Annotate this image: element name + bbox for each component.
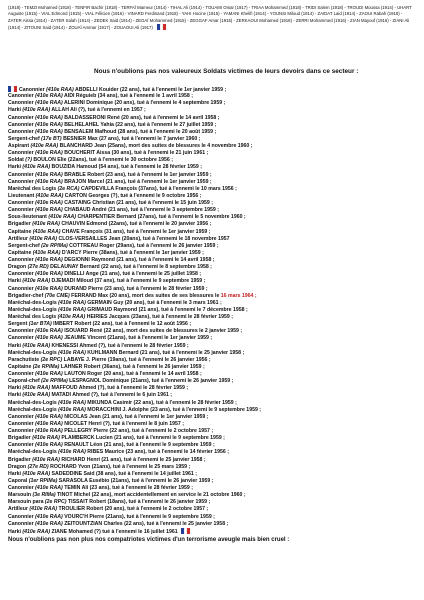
list-item xyxy=(8,328,416,335)
list-item xyxy=(8,221,416,228)
soldier-grade: Maréchal-des-Logis xyxy=(8,306,59,313)
soldier-grade: Dragon xyxy=(8,463,28,470)
soldier-unit: (410e RAA) xyxy=(58,449,86,456)
soldier-details: DJEMADI Miloud (37 ans), tué à l'ennemi le 9 septembre 1959 ; xyxy=(50,278,206,285)
soldier-unit: (410e RAA) xyxy=(30,143,59,149)
list-item xyxy=(8,264,416,271)
soldier-grade: Canonnier xyxy=(8,285,36,292)
soldier-details: TISSAIT Robert (18ans), tué à l'ennemi le 26 janvier 1959 ; xyxy=(66,499,211,506)
soldier-details: ZEITOUNTZIAN Charles (22 ans), tué à l'ennemi le 25 janvier 1958 ; xyxy=(62,520,229,527)
soldier-grade: Artilleur xyxy=(8,506,30,513)
soldier-unit: (410e RAA) xyxy=(22,470,51,477)
soldier-grade: Capitaine xyxy=(8,228,33,235)
list-item xyxy=(8,357,416,364)
soldier-details: VOURC'H Pierre (21ans), tué à l'ennemi le 9 septembre 1959 ; xyxy=(62,513,215,520)
french-flag-icon xyxy=(157,24,166,30)
soldier-details: MIKUNDA Casimir (22 ans), tué à l'ennemi le 28 février 1959 ; xyxy=(85,399,237,406)
footer-text: Nous n'oublions pas non plus nos compatriotes victimes d'un terrorisme aveugle mais bien cruel : xyxy=(8,536,290,543)
soldier-details: ISOUARD René (22 ans), mort des suites de blessures le 2 janvier 1959 ; xyxy=(62,328,243,335)
soldier-details: DURAND Pierre (23 ans), tué à l'ennemi le 28 février 1959 ; xyxy=(62,285,208,292)
list-item xyxy=(8,236,416,243)
soldier-grade: Canonnier xyxy=(8,93,36,100)
soldier-unit: (410e RAA) xyxy=(22,164,51,171)
soldier-grade: Canonnier xyxy=(8,413,36,420)
soldier-details: DELAUNAY Bernard (22 ans), tué à l'ennemi le 8 septembre 1958 ; xyxy=(48,264,212,271)
soldier-details: MATADI Ahmed (?), tué à l'ennemi le 6 juin 1961 ; xyxy=(50,392,173,399)
list-item xyxy=(8,407,416,414)
soldier-unit: (410e RAA) xyxy=(35,192,64,199)
soldier-details: TINOT Michel (22 ans), mort accidentellement en service le 21 octobre 1960 ; xyxy=(55,492,246,499)
soldier-grade: Canonnier xyxy=(8,257,36,263)
soldier-details: GRIMAUD Raymond (21 ans), tué à l'ennemi le 7 décembre 1958 ; xyxy=(85,306,248,313)
soldier-details: MAFFOUD Ahmed (?), tué à l'ennemi le 28 février 1959 ; xyxy=(50,385,189,392)
soldier-grade: Sergent xyxy=(8,321,29,328)
soldier-grade: Harki xyxy=(8,470,23,477)
soldier-grade: Maréchal-des-Logis xyxy=(8,406,59,413)
soldier-unit: (410e RAA) xyxy=(35,121,63,128)
list-item xyxy=(8,300,416,307)
soldier-unit: (410e RAA) xyxy=(58,306,86,313)
soldier-details: SADEDDINE Said (38 ans), tué à l'ennemi le 14 juillet 1961 ; xyxy=(50,470,197,477)
list-item xyxy=(8,350,416,357)
soldier-unit: (2e RPIMa) xyxy=(41,378,68,385)
soldier-details: BOUCHERIT Aissa (30 ans), tué à l'ennemi le 21 juin 1961 ; xyxy=(62,150,209,157)
list-item xyxy=(8,506,416,513)
soldier-unit: (410e RAA) xyxy=(35,513,63,520)
soldier-grade: Brigadier xyxy=(8,221,33,228)
list-item xyxy=(8,278,416,285)
soldier-details: D'ARCY Pierre (38ans), tué à l'ennemi le 1er janvier 1959 ; xyxy=(60,249,204,256)
soldier-unit: (410e RAA) xyxy=(35,285,63,292)
soldier-details: TROULIER Robert (20 ans), tué à l'ennemi le 2 octobre 1957 ; xyxy=(57,506,209,513)
soldier-grade: Dragon xyxy=(8,264,28,271)
soldier-unit: (410e RAA) xyxy=(35,485,63,491)
soldier-unit: (70e CME) xyxy=(44,292,70,299)
soldier-details: LESPAGNOL Dominique (21ans), tué à l'ennemi le 26 janvier 1959 ; xyxy=(67,378,234,385)
list-item xyxy=(8,457,416,464)
soldier-grade: Parachutiste xyxy=(8,356,41,363)
soldier-grade: Harki xyxy=(8,107,23,114)
soldier-grade: Harki xyxy=(8,278,23,285)
list-item xyxy=(8,172,416,179)
soldier-grade: Marsouin para xyxy=(8,499,45,506)
soldier-grade: Capitaine xyxy=(8,249,33,256)
list-item xyxy=(8,449,416,456)
soldier-details: SARASOLA Eusébio (21ans), tué à l'ennemi le 26 janvier 1959 ; xyxy=(57,477,214,484)
soldier-details: BENSALEM Mafhoud (28 ans), tué à l'ennemi le 20 août 1959 ; xyxy=(62,128,217,135)
list-item xyxy=(8,257,416,264)
soldier-unit: (410e RAA) xyxy=(58,399,86,406)
soldier-unit: (410e RAA) xyxy=(22,342,51,349)
soldier-unit: (410e RAA) xyxy=(57,314,86,320)
soldier-unit: (410e RAA) xyxy=(35,420,63,427)
soldier-details: CLOS-VERSAILLES Jean (20ans), tué à l'ennemi le 18 novembre 1957 xyxy=(57,235,230,242)
list-item xyxy=(8,499,416,506)
soldier-unit: (410e RAA) xyxy=(35,114,63,121)
soldier-grade: Canonnier xyxy=(8,513,36,520)
soldier-unit: (410e RAA) xyxy=(35,428,63,434)
list-item xyxy=(8,193,416,200)
soldier-unit: (410e RAA) xyxy=(58,406,86,413)
soldier-details: AÏDI Réguieb (34 ans), tué à l'ennemi le 1 avril 1958 ; xyxy=(62,93,193,100)
soldier-details: RICHARD Henri (21 ans), tué à l'ennemi le 25 janvier 1958 ; xyxy=(59,456,206,463)
soldier-details: CASTAING Christian (21 ans), tué à l'ennemi le 15 juin 1959 ; xyxy=(62,200,213,206)
list-item xyxy=(8,229,416,236)
soldier-details: MORACCHINI J. Adolphe (23 ans), tué à l'ennemi le 9 septembre 1959 ; xyxy=(85,406,262,413)
soldier-unit: (410e RAA) xyxy=(58,349,86,356)
soldier-unit: (410e RAA) xyxy=(22,107,51,114)
section-heading: Nous n'oublions pas nos valeureux Soldats victimes de leurs devoirs dans ce secteur : xyxy=(94,68,359,75)
soldier-list xyxy=(8,86,416,535)
soldier-details: ALLAH Ali (?), tué à l'ennemi en 1957 ; xyxy=(50,107,146,114)
list-item xyxy=(8,271,416,278)
list-item xyxy=(8,122,416,129)
top-names-paragraph xyxy=(8,5,416,55)
soldier-grade: Canonnier xyxy=(8,200,36,206)
soldier-unit: (410e RAA) xyxy=(35,178,63,185)
list-item xyxy=(8,186,416,193)
soldier-grade: Canonnier xyxy=(8,428,36,434)
soldier-grade: Maréchal-des-Logis xyxy=(8,399,59,406)
soldier-grade: Sergent-chef xyxy=(8,135,42,142)
list-item xyxy=(8,335,416,342)
soldier-unit: (2e RPC) xyxy=(40,356,63,363)
soldier-unit: (410e RAA) xyxy=(35,328,63,335)
soldier-grade: Maréchal des Logis xyxy=(8,314,58,320)
soldier-grade: Harki xyxy=(8,342,23,349)
soldier-details: BOUZIDA Hamoud (54 ans), tué à l'ennemi le 28 février 1959 ; xyxy=(50,164,202,171)
soldier-grade: Sous-lieutenant xyxy=(8,214,49,221)
soldier-unit: (410e RAA) xyxy=(22,385,51,392)
soldier-details: CHARPENTIER Bernard (27ans), tué à l'ennemi le 5 novembre 1960 ; xyxy=(76,214,246,221)
soldier-unit: (410e RAA) xyxy=(35,335,63,342)
soldier-unit: (410e RAA) xyxy=(35,150,63,157)
soldier-details: ROCHARD Yvon (21ans), tué à l'ennemi le 25 mars 1959 ; xyxy=(48,463,191,470)
list-item xyxy=(8,107,416,114)
list-item xyxy=(8,314,416,321)
soldier-details: ZIANE Mohamed (?) tué à l'ennemi le 16 juillet 1961 xyxy=(50,528,178,535)
soldier-grade: Canonnier xyxy=(8,121,36,128)
soldier-grade: Capitaine xyxy=(8,363,33,370)
soldier-unit: (27e RD) xyxy=(27,264,49,271)
soldier-details: BELHELAHEL Yahia (22 ans), tué à l'ennemi le 27 juillet 1959 ; xyxy=(62,121,217,128)
soldier-unit: (27e RD) xyxy=(27,463,49,470)
soldier-details: HEIRIES Jacques (23ans), tué à l'ennemi le 28 février 1959 ; xyxy=(85,314,233,320)
soldier-grade: Maréchal-des-Logis xyxy=(8,449,59,456)
list-item xyxy=(8,478,416,485)
soldier-unit: (410e RAA) xyxy=(35,442,63,449)
soldier-grade: Canonnier xyxy=(8,335,36,342)
soldier-unit: (410e RAA) xyxy=(35,271,63,278)
list-item xyxy=(8,421,416,428)
soldier-grade: Canonnier xyxy=(8,520,36,527)
soldier-details: CARTON Georges (?), tué à l'ennemi le 9 octobre 1956 ; xyxy=(63,192,202,199)
list-item xyxy=(8,400,416,407)
soldier-details: KHENESSI Ahmed (?), tué à l'ennemi le 28 février 1959 ; xyxy=(50,342,189,349)
soldier-details: ABDELLI Kouider (22 ans), tué à l'ennemi le 1er janvier 1959 ; xyxy=(73,87,227,93)
soldier-unit: (2e RPIMa) xyxy=(41,242,68,249)
soldier-details: LAHNER Robert (36ans), tué à l'ennemi le 26 janvier 1959 ; xyxy=(59,363,205,370)
list-item xyxy=(8,385,416,392)
soldier-unit: (410e RAA) xyxy=(35,207,63,214)
soldier-unit: (410e RAA) xyxy=(22,278,51,285)
soldier-unit: (3e RIMa) xyxy=(32,492,56,499)
soldier-grade: Harki xyxy=(8,392,23,399)
soldier-unit: (410e RAA) xyxy=(35,93,63,100)
list-item xyxy=(8,521,416,528)
soldier-unit: (410e RAA) xyxy=(32,435,60,442)
soldier-grade: Maréchal-des-Logis xyxy=(8,299,59,306)
list-item xyxy=(8,514,416,521)
soldier-details: CAPDEVILLA François (37ans), tué à l'ennemi le 10 mars 1956 ; xyxy=(79,185,237,192)
soldier-grade: Marsouin xyxy=(8,492,33,499)
soldier-unit: (410e RAA) xyxy=(32,249,61,256)
top-names-text: (1918) - TEMZI Mohamed (1918) - TENFIR Bachir (1918) - TERFAÏ Mameur (1914) - TIHAL Ali (1914) - TOUAMI Omar (1917) - TRIAA Mohammed (1918) - TRIDI Salem (1918) - TROUDI Moussa (1914) - UHART Auguste (1915) - VIAL Edmond (1915) - VIAL Félicien (1916) - VINARD Ferdinand (1918) - YAHI Hocine (1915) - YAMANI Khelifi (1914) - YOUNSI Miloud (1914) - ZAIDAT Laid (1914) - ZAOUI Rabah (1918) - ZATER Aissa (1914) - ZATER Salah (1914) - ZEDEK Said (1914) - ZEGAÏ Mohammed (1915) - ZEGGAF Amar (1915) - ZERKAOUI Mohamed (1918) - ZERRI Mohammed (1916) - ZIAN Mayouf (1916) - ZIANI Ali (1914) - ZITOUNI Said (1914) - ZOUAÏ Ammar (1917) - ZOUAOUI Ali (1917) xyxy=(8,5,412,30)
soldier-unit: (2e RCA) xyxy=(57,185,80,192)
list-item xyxy=(8,392,416,399)
soldier-grade: Canonnier xyxy=(8,207,36,214)
soldier-unit: (410e RAA) xyxy=(29,235,58,242)
soldier-grade: Sergent-chef xyxy=(8,242,42,249)
soldier-grade: Brigadier xyxy=(8,456,33,463)
soldier-details: IMBERT Robert (22 ans), tué à l'ennemi le 12 août 1956 ; xyxy=(51,321,192,328)
list-item xyxy=(8,492,416,499)
list-item xyxy=(8,136,416,143)
soldier-grade: Canonnier xyxy=(8,442,36,449)
soldier-details: NICOLAS Jean (21 ans), tué à l'ennemi le 1er janvier 1959 ; xyxy=(62,413,209,420)
soldier-details: GERMAIN Guy (20 ans), tué à l'ennemi le 3 mars 1961 ; xyxy=(85,299,222,306)
soldier-grade: Canonnier xyxy=(8,420,36,427)
list-item xyxy=(8,143,416,150)
soldier-details: DEGIONNI Raymond (21 ans), tué à l'ennemi le 14 avril 1958 ; xyxy=(62,257,215,263)
soldier-grade: Caporal-chef xyxy=(8,378,42,385)
soldier-unit: (410e RAA) xyxy=(35,128,63,135)
soldier-grade: Harki xyxy=(8,528,23,535)
soldier-grade: Canonnier xyxy=(8,371,36,377)
soldier-unit: (410e RAA) xyxy=(35,200,63,206)
list-item xyxy=(8,100,416,107)
soldier-unit: (410e RAA) xyxy=(46,87,74,93)
soldier-unit: (2e RPIMa) xyxy=(32,363,60,370)
soldier-details: BLANCHARD Jean (25ans), mort des suites de blessures le 4 novembre 1960 ; xyxy=(58,143,253,149)
list-item xyxy=(8,321,416,328)
soldier-unit: (410e RAA) xyxy=(58,299,86,306)
soldier-unit: (410e RAA) xyxy=(32,221,60,228)
soldier-unit: (410e RAA) xyxy=(35,171,63,178)
soldier-grade: Soldat xyxy=(8,157,26,164)
soldier-details: CHAUVIN Edmond (22ans), tué à l'ennemi le 20 janvier 1956 ; xyxy=(59,221,212,228)
soldier-details: FERRAND Max (20 ans), mort des suites de ses blessures le xyxy=(69,292,221,299)
list-item xyxy=(8,364,416,371)
soldier-unit: (410e RAA) xyxy=(35,520,63,527)
soldier-details: PLAMBERCK Lucien (21 ans), tué à l'ennemi le 9 septembre 1959 ; xyxy=(59,435,225,442)
soldier-details: KUHLMANN Bernard (21 ans), tué à l'ennemi le 25 janvier 1958 ; xyxy=(85,349,245,356)
soldier-unit: (410e RAA) xyxy=(48,214,77,221)
soldier-grade: Canonnier xyxy=(8,128,36,135)
list-item xyxy=(8,214,416,221)
soldier-grade: Canonnier xyxy=(8,485,36,491)
soldier-details: BRAJON Marcel (21 ans), tué à l'ennemi le 1er janvier 1959 ; xyxy=(62,178,212,185)
soldier-grade: Harki xyxy=(8,385,23,392)
list-item xyxy=(8,115,416,122)
soldier-unit: (1er RPIMa) xyxy=(28,477,58,484)
soldier-grade: Canonnier xyxy=(8,271,36,278)
list-item xyxy=(8,371,416,378)
soldier-details: RENAULT Léon (21 ans), tué à l'ennemi le 9 septembre 1959 ; xyxy=(62,442,215,449)
soldier-details: COTTREAU Roger (29ans), tué à l'ennemi le 26 janvier 1959 ; xyxy=(67,242,219,249)
list-item xyxy=(8,435,416,442)
soldier-details: BRABLE Robert (23 ans), tué à l'ennemi le 1er janvier 1959 ; xyxy=(62,171,212,178)
soldier-grade: Artilleur xyxy=(8,235,30,242)
soldier-unit: (1er BTA) xyxy=(28,321,52,328)
list-item xyxy=(8,442,416,449)
list-item xyxy=(8,129,416,136)
soldier-grade: Canonnier xyxy=(8,328,36,335)
list-item xyxy=(8,86,416,93)
french-flag-icon xyxy=(181,528,190,534)
soldier-grade: Canonnier xyxy=(8,114,36,121)
soldier-unit: (410e RAA) xyxy=(22,392,51,399)
list-item xyxy=(8,207,416,214)
soldier-details: LABAYE J. Pierre (19ans), tué à l'ennemi le 26 janvier 1956 ; xyxy=(62,356,211,363)
soldier-grade: Maréchal des Logis xyxy=(8,185,58,192)
list-item xyxy=(8,528,416,535)
highlighted-date: 16 mars 1964 ; xyxy=(220,292,257,299)
soldier-details: BESNIER Max (27 ans), tué à l'ennemi le 7 janvier 1960 ; xyxy=(61,135,201,142)
soldier-grade: Canonnier xyxy=(8,178,36,185)
list-item xyxy=(8,243,416,250)
list-item xyxy=(8,378,416,385)
soldier-unit: (17e BT) xyxy=(41,135,62,142)
list-item xyxy=(8,343,416,350)
list-item xyxy=(8,464,416,471)
list-item xyxy=(8,286,416,293)
soldier-unit: (410e RAA) xyxy=(32,456,60,463)
soldier-unit: (?) xyxy=(25,157,32,164)
soldier-unit: (410e RAA) xyxy=(35,413,63,420)
soldier-grade: Lieutenant xyxy=(8,192,36,199)
list-item xyxy=(8,485,416,492)
soldier-unit: (410e RAA) xyxy=(29,506,58,513)
soldier-details: DINELLI Ange (21 ans), tué à l'ennemi le 25 juillet 1958 ; xyxy=(62,271,202,278)
soldier-unit: (410e RAA) xyxy=(35,100,63,107)
soldier-details: PELLEGRY Pierre (22 ans), tué à l'ennemi le 2 octobre 1957 ; xyxy=(62,428,214,434)
list-item xyxy=(8,157,416,164)
list-item xyxy=(8,164,416,171)
soldier-grade: Caporal xyxy=(8,477,29,484)
soldier-details: RIBES Maurice (23 ans), tué à l'ennemi le 14 février 1956 ; xyxy=(85,449,229,456)
soldier-details: NICOLET Henri (?), tué à l'ennemi le 8 juin 1957 ; xyxy=(62,420,184,427)
list-item xyxy=(8,428,416,435)
soldier-details: TEMIN Ali (23 ans), tué à l'ennemi le 28 février 1959 ; xyxy=(62,485,193,491)
soldier-details: CHAVE François (31 ans), tué à l'ennemi le 1er janvier 1959 ; xyxy=(60,228,211,235)
soldier-grade: Harki xyxy=(8,164,23,171)
list-item xyxy=(8,293,416,300)
soldier-grade: Maréchal-des-Logis xyxy=(8,349,59,356)
list-item xyxy=(8,150,416,157)
soldier-details: LAUTON Roger (20 ans), tué à l'ennemi le 14 avril 1958 ; xyxy=(62,371,202,377)
list-item xyxy=(8,414,416,421)
list-item xyxy=(8,200,416,207)
soldier-unit: (410e RAA) xyxy=(22,528,51,535)
list-item xyxy=(8,250,416,257)
soldier-details: BOULON Elie (22ans), tué à l'ennemi le 30 octobre 1956 ; xyxy=(31,157,173,164)
soldier-details: CHABAUD André (21 ans), tué à l'ennemi le 3 septembre 1959 ; xyxy=(62,207,219,214)
soldier-grade: Canonnier xyxy=(19,87,47,93)
soldier-grade: Brigadier-chef xyxy=(8,292,45,299)
french-flag-icon xyxy=(8,86,17,92)
soldier-grade: Canonnier xyxy=(8,100,36,107)
soldier-details: BALDASSERONI René (20 ans), tué à l'ennemi le 14 avril 1958 ; xyxy=(62,114,220,121)
soldier-grade: Canonnier xyxy=(8,150,36,157)
soldier-details: ALERINI Dominique (20 ans), tué à l'ennemi le 4 septembre 1959 ; xyxy=(62,100,226,107)
list-item xyxy=(8,471,416,478)
list-item xyxy=(8,93,416,100)
soldier-unit: (2e RPC) xyxy=(44,499,67,506)
soldier-grade: Aspirant xyxy=(8,143,31,149)
soldier-details: JEAUME Vincent (21ans), tué à l'ennemi le 1er janvier 1959 ; xyxy=(62,335,213,342)
soldier-grade: Canonnier xyxy=(8,171,36,178)
list-item xyxy=(8,179,416,186)
soldier-unit: (410e RAA) xyxy=(35,371,63,377)
soldier-grade: Brigadier xyxy=(8,435,33,442)
soldier-unit: (410e RAA) xyxy=(32,228,61,235)
soldier-unit: (410e RAA) xyxy=(35,257,63,263)
list-item xyxy=(8,307,416,314)
